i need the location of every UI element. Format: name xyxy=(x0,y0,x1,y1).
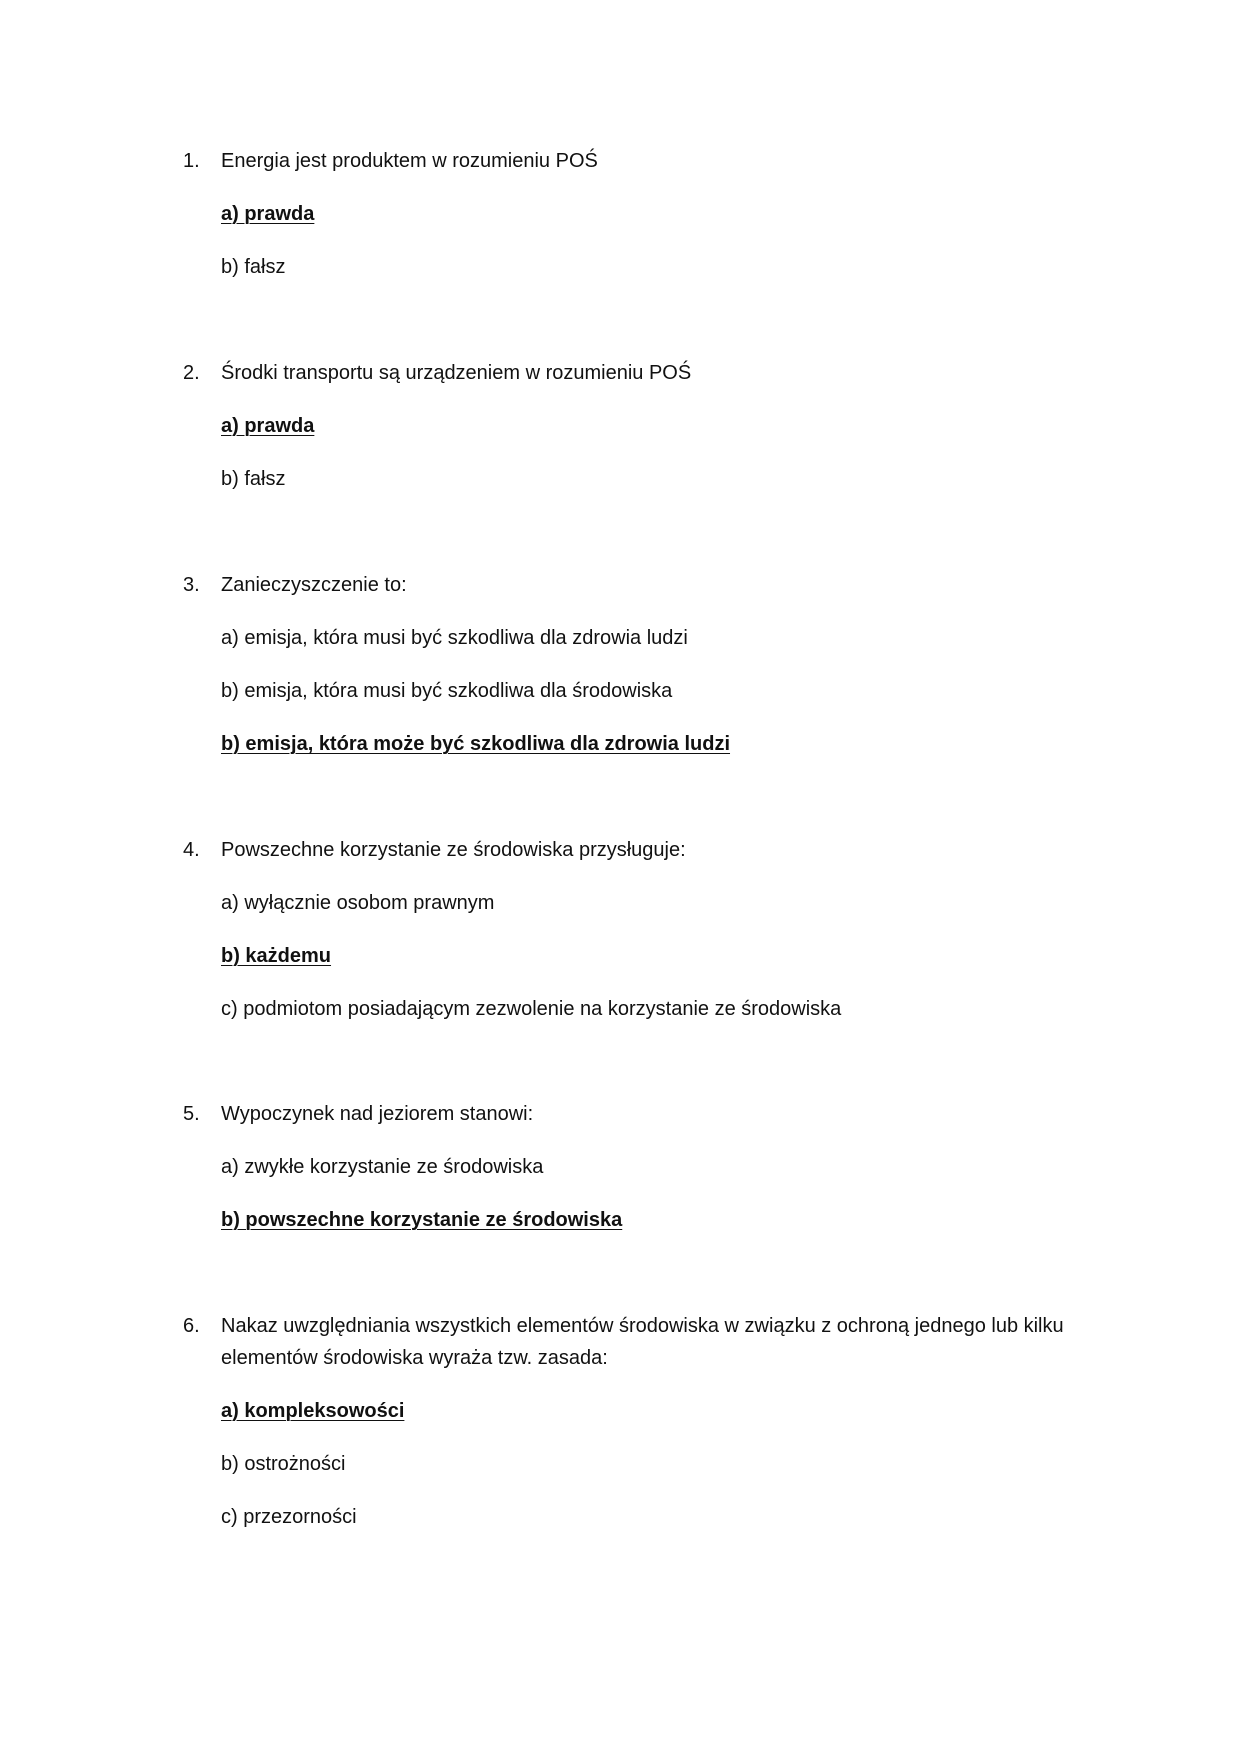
question-line xyxy=(183,569,1083,601)
question-number: 5. xyxy=(183,1103,200,1125)
answer-option: b) ostrożności xyxy=(221,1453,346,1475)
question-number: 3. xyxy=(183,574,200,596)
question-line xyxy=(183,145,1083,177)
answer-option: c) podmiotom posiadającym zezwolenie na korzystanie ze środowiska xyxy=(221,998,842,1020)
question-number: 2. xyxy=(183,362,200,384)
answer-option: b) fałsz xyxy=(221,256,286,278)
question-number: 4. xyxy=(183,839,200,861)
question-4 xyxy=(183,834,1083,1025)
question-text: Zanieczyszczenie to: xyxy=(221,574,407,596)
question-text: Środki transportu są urządzeniem w rozumieniu POŚ xyxy=(221,362,692,384)
question-5 xyxy=(183,1098,1083,1236)
question-2 xyxy=(183,357,1083,495)
answer-option: a) emisja, która musi być szkodliwa dla zdrowia ludzi xyxy=(221,627,688,649)
answer-option-correct: b) powszechne korzystanie ze środowiska xyxy=(221,1209,623,1231)
question-number: 6. xyxy=(183,1315,200,1337)
question-line xyxy=(183,1098,1083,1130)
question-text: Energia jest produktem w rozumieniu POŚ xyxy=(221,150,598,172)
answer-option-correct: a) prawda xyxy=(221,415,315,437)
question-text: Nakaz uwzględniania wszystkich elementów środowiska w związku z ochroną jednego lub kilku elementów środowiska wyraża tzw. zasada: xyxy=(221,1315,1064,1369)
answer-option-correct: b) każdemu xyxy=(221,945,332,967)
question-line xyxy=(183,1310,1083,1374)
answer-option: c) przezorności xyxy=(221,1506,357,1528)
answer-option: a) zwykłe korzystanie ze środowiska xyxy=(221,1156,544,1178)
answer-option: a) wyłącznie osobom prawnym xyxy=(221,892,495,914)
question-line xyxy=(183,834,1083,866)
answer-option: b) fałsz xyxy=(221,468,286,490)
question-text: Wypoczynek nad jeziorem stanowi: xyxy=(221,1103,534,1125)
question-6 xyxy=(183,1310,1083,1533)
question-1 xyxy=(183,145,1083,283)
answer-option: b) emisja, która musi być szkodliwa dla środowiska xyxy=(221,680,673,702)
answer-option-correct: a) kompleksowości xyxy=(221,1400,405,1422)
question-line xyxy=(183,357,1083,389)
answer-option-correct: b) emisja, która może być szkodliwa dla zdrowia ludzi xyxy=(221,733,731,755)
question-text: Powszechne korzystanie ze środowiska przysługuje: xyxy=(221,839,686,861)
question-number: 1. xyxy=(183,150,200,172)
question-3 xyxy=(183,569,1083,760)
answer-option-correct: a) prawda xyxy=(221,203,315,225)
